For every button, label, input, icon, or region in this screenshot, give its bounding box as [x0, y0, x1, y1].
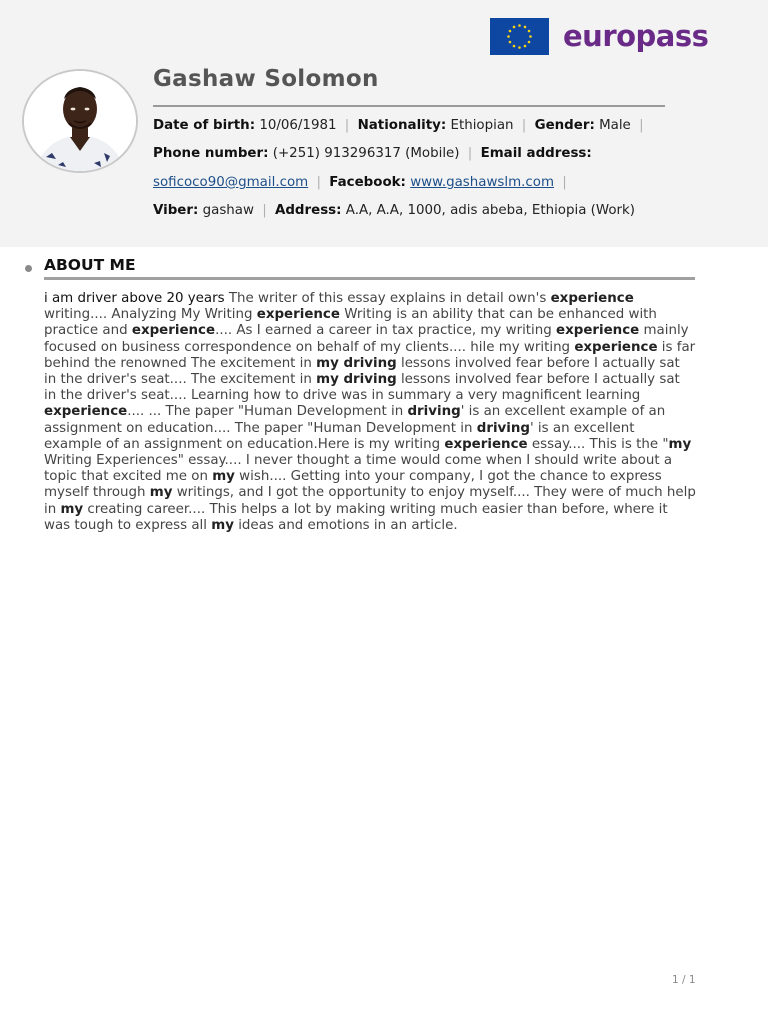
- eu-star-icon: [529, 35, 532, 38]
- about-text-run: The writer of this essay explains in detail own's: [224, 291, 551, 306]
- info-line-personal: [153, 118, 648, 133]
- eu-star-icon: [524, 45, 527, 48]
- phone-value: (+251) 913296317 (Mobile): [272, 146, 460, 161]
- about-text-run: Writing is an ability that can be enhanced with practice and: [44, 307, 657, 339]
- eu-star-icon: [528, 30, 531, 33]
- eu-star-icon: [518, 24, 521, 27]
- about-keyword: driving: [407, 404, 461, 420]
- about-text-run: wish.... Getting into your company, I got the chance to express myself through: [44, 469, 662, 501]
- eu-star-icon: [507, 35, 510, 38]
- about-text-run: essay.... This is the ": [527, 436, 669, 452]
- eu-flag-icon: [490, 18, 549, 55]
- about-keyword: my: [60, 501, 84, 517]
- separator: |: [521, 118, 527, 133]
- separator: |: [639, 118, 644, 133]
- about-text-run: ' is an excellent example of an assignment on education.Here is my writing: [44, 420, 635, 452]
- info-line-address: [153, 203, 635, 218]
- about-keyword: my: [212, 469, 235, 485]
- about-body: [44, 291, 696, 533]
- separator: |: [562, 175, 567, 190]
- about-keyword: my driving: [316, 355, 397, 371]
- about-keyword: experience: [574, 339, 658, 355]
- separator: |: [262, 203, 267, 218]
- about-section-divider: [44, 277, 695, 280]
- page-number: 1 / 1: [672, 974, 696, 986]
- about-keyword: my driving: [316, 372, 397, 388]
- address-label: Address:: [274, 203, 342, 218]
- eu-star-icon: [509, 30, 512, 33]
- date-of-birth-label: Date of birth:: [153, 118, 256, 133]
- eu-star-icon: [528, 41, 531, 44]
- about-keyword: experience: [550, 291, 634, 306]
- about-section-title: ABOUT ME: [44, 256, 136, 274]
- about-text-run: writings, and I got the opportunity to enjoy myself.... They were of much help in: [44, 485, 696, 517]
- about-keyword: experience: [44, 404, 128, 420]
- eu-star-icon: [518, 46, 521, 49]
- about-text-run: Writing Experiences" essay.... I never thought a time would come when I should write about a topic that excited me on: [44, 453, 673, 485]
- about-text-run: creating career.... This helps a lot by making writing much easier than before, where it was tough to express all: [44, 501, 668, 533]
- info-line-online: [153, 175, 571, 190]
- about-keyword: experience: [256, 307, 340, 323]
- eu-star-icon: [513, 26, 516, 29]
- about-keyword: experience: [131, 323, 216, 339]
- about-keyword: driving: [476, 420, 530, 436]
- about-keyword: my: [668, 436, 692, 452]
- about-text-run: writing.... Analyzing My Writing: [44, 307, 257, 323]
- viber-value: gashaw: [202, 203, 254, 218]
- cv-header: [0, 0, 768, 247]
- about-text-run: is far behind the renowned The excitement in: [44, 339, 696, 371]
- profile-photo: [22, 69, 138, 173]
- date-of-birth-value: 10/06/1981: [259, 118, 337, 133]
- name-divider: [153, 105, 665, 107]
- about-lead: i am driver above 20 years: [44, 291, 225, 306]
- about-keyword: my: [149, 485, 173, 501]
- about-text-run: lessons involved fear before I actually sat in the driver's seat.... Learning how to drive was in summary a very magnificent learning: [44, 372, 680, 404]
- about-text-run: mainly focused on business correspondence on behalf of my clients.... hile my writing: [44, 323, 689, 355]
- eu-star-icon: [509, 41, 512, 44]
- email-label: Email address:: [480, 146, 592, 161]
- about-text-run: lessons involved fear before I actually sat in the driver's seat.... The excitement in: [44, 355, 680, 388]
- facebook-link[interactable]: www.gashawslm.com: [410, 175, 554, 190]
- about-keyword: experience: [444, 436, 528, 452]
- separator: |: [344, 118, 350, 133]
- eu-star-icon: [524, 26, 527, 29]
- europass-logo: [490, 18, 708, 55]
- about-paragraph: [44, 291, 696, 534]
- nationality-value: Ethiopian: [450, 118, 514, 133]
- facebook-label: Facebook:: [329, 175, 406, 190]
- section-bullet-icon: [25, 265, 32, 272]
- email-link[interactable]: soficoco90@gmail.com: [153, 175, 309, 190]
- about-text-run: .... ... The paper "Human Development in: [127, 404, 408, 420]
- info-line-contact: [153, 146, 592, 161]
- europass-wordmark: europass: [563, 19, 709, 53]
- about-text-run: .... As I earned a career in tax practice, my writing: [215, 323, 557, 339]
- about-text-run: ideas and emotions in an article.: [233, 517, 458, 533]
- eu-star-icon: [513, 45, 516, 48]
- about-keyword: my: [211, 517, 234, 533]
- gender-label: Gender:: [534, 118, 595, 133]
- separator: |: [316, 175, 321, 190]
- phone-label: Phone number:: [153, 146, 269, 161]
- viber-label: Viber:: [153, 203, 199, 218]
- separator: |: [467, 146, 473, 161]
- gender-value: Male: [599, 118, 631, 133]
- about-keyword: experience: [556, 323, 640, 339]
- nationality-label: Nationality:: [357, 118, 447, 133]
- address-value: A.A, A.A, 1000, adis abeba, Ethiopia (Work): [345, 203, 636, 218]
- about-text-run: ' is an excellent example of an assignment on education.... The paper "Human Development in: [44, 404, 666, 436]
- person-name: Gashaw Solomon: [153, 66, 379, 92]
